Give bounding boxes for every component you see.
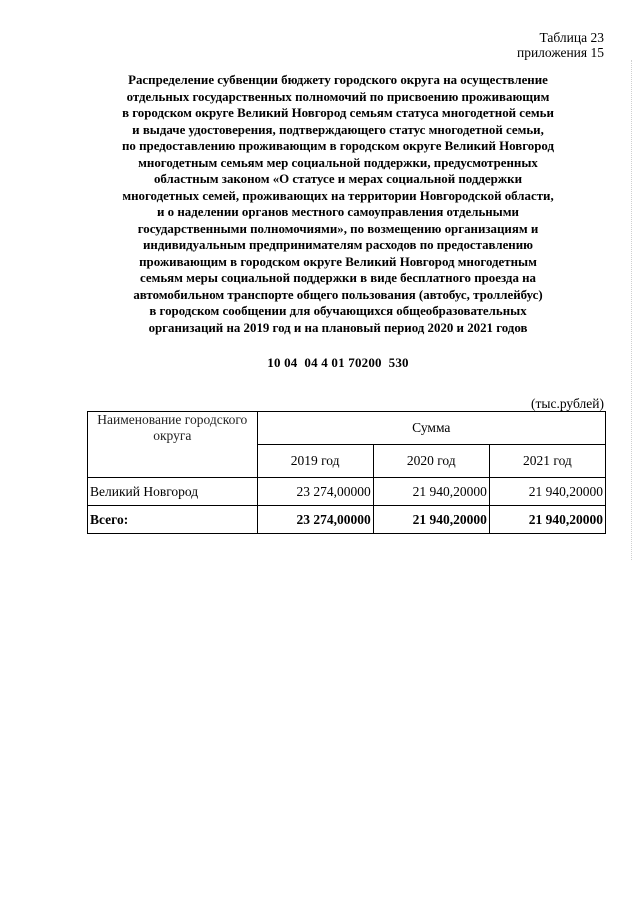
district-name-cell: Великий Новгород — [88, 478, 258, 506]
title-line: проживающим в городском округе Великий Новгород многодетным — [139, 254, 537, 269]
title-line: отдельных государственных полномочий по присвоению проживающим — [126, 89, 550, 104]
title-line: областным законом «О статусе и мерах социальной поддержки — [153, 172, 523, 186]
title-line: в городском округе Великий Новгород семьям статуса многодетной семьи — [122, 106, 554, 120]
header-sum: Сумма — [257, 412, 605, 445]
title-line: в городском сообщении для обучающихся общеобразовательных — [149, 304, 527, 318]
total-row — [88, 506, 606, 534]
units-label: (тыс.рублей) — [531, 396, 604, 411]
table-row — [88, 478, 606, 506]
table-number: Таблица 23 — [539, 30, 604, 45]
title-line: и о наделении органов местного самоуправления отдельными — [157, 205, 519, 219]
table-reference — [517, 30, 604, 60]
total-amount-cell: 21 940,20000 — [489, 506, 605, 534]
header-year: 2019 год — [257, 445, 373, 478]
appendix-number: приложения 15 — [516, 45, 604, 60]
header-year: 2020 год — [373, 445, 489, 478]
document-title — [78, 72, 598, 336]
total-amount-cell: 21 940,20000 — [373, 506, 489, 534]
total-amount-cell: 23 274,00000 — [257, 506, 373, 534]
total-label-cell: Всего: — [88, 506, 258, 534]
amount-cell: 23 274,00000 — [257, 478, 373, 506]
title-line: многодетных семей, проживающих на территории Новгородской области, — [122, 188, 554, 203]
title-line: многодетным семьям мер социальной поддержки, предусмотренных — [138, 155, 538, 170]
amount-cell: 21 940,20000 — [373, 478, 489, 506]
title-line: автомобильном транспорте общего пользования (автобус, троллейбус) — [133, 287, 543, 302]
table-header-row — [88, 412, 606, 445]
budget-classification-code: 10 04 04 4 01 70200 530 — [267, 355, 409, 370]
title-line: и выдаче удостоверения, подтверждающего статус многодетной семьи, — [132, 122, 544, 137]
amount-cell: 21 940,20000 — [489, 478, 605, 506]
title-line: организаций на 2019 год и на плановый период 2020 и 2021 годов — [148, 320, 528, 335]
title-line: семьям меры социальной поддержки в виде бесплатного проезда на — [139, 271, 536, 285]
title-line: индивидуальным предпринимателям расходов по предоставлению — [142, 238, 534, 252]
title-line: по предоставлению проживающим в городском округе Великий Новгород — [122, 139, 554, 153]
title-line: государственными полномочиями», по возмещению организациям и — [137, 221, 539, 236]
title-line: Распределение субвенции бюджету городского округа на осуществление — [128, 73, 548, 87]
header-year: 2021 год — [489, 445, 605, 478]
scan-margin-marks — [631, 60, 636, 560]
header-district-name: Наименование городского округа — [88, 412, 258, 478]
subvention-table — [87, 411, 606, 534]
